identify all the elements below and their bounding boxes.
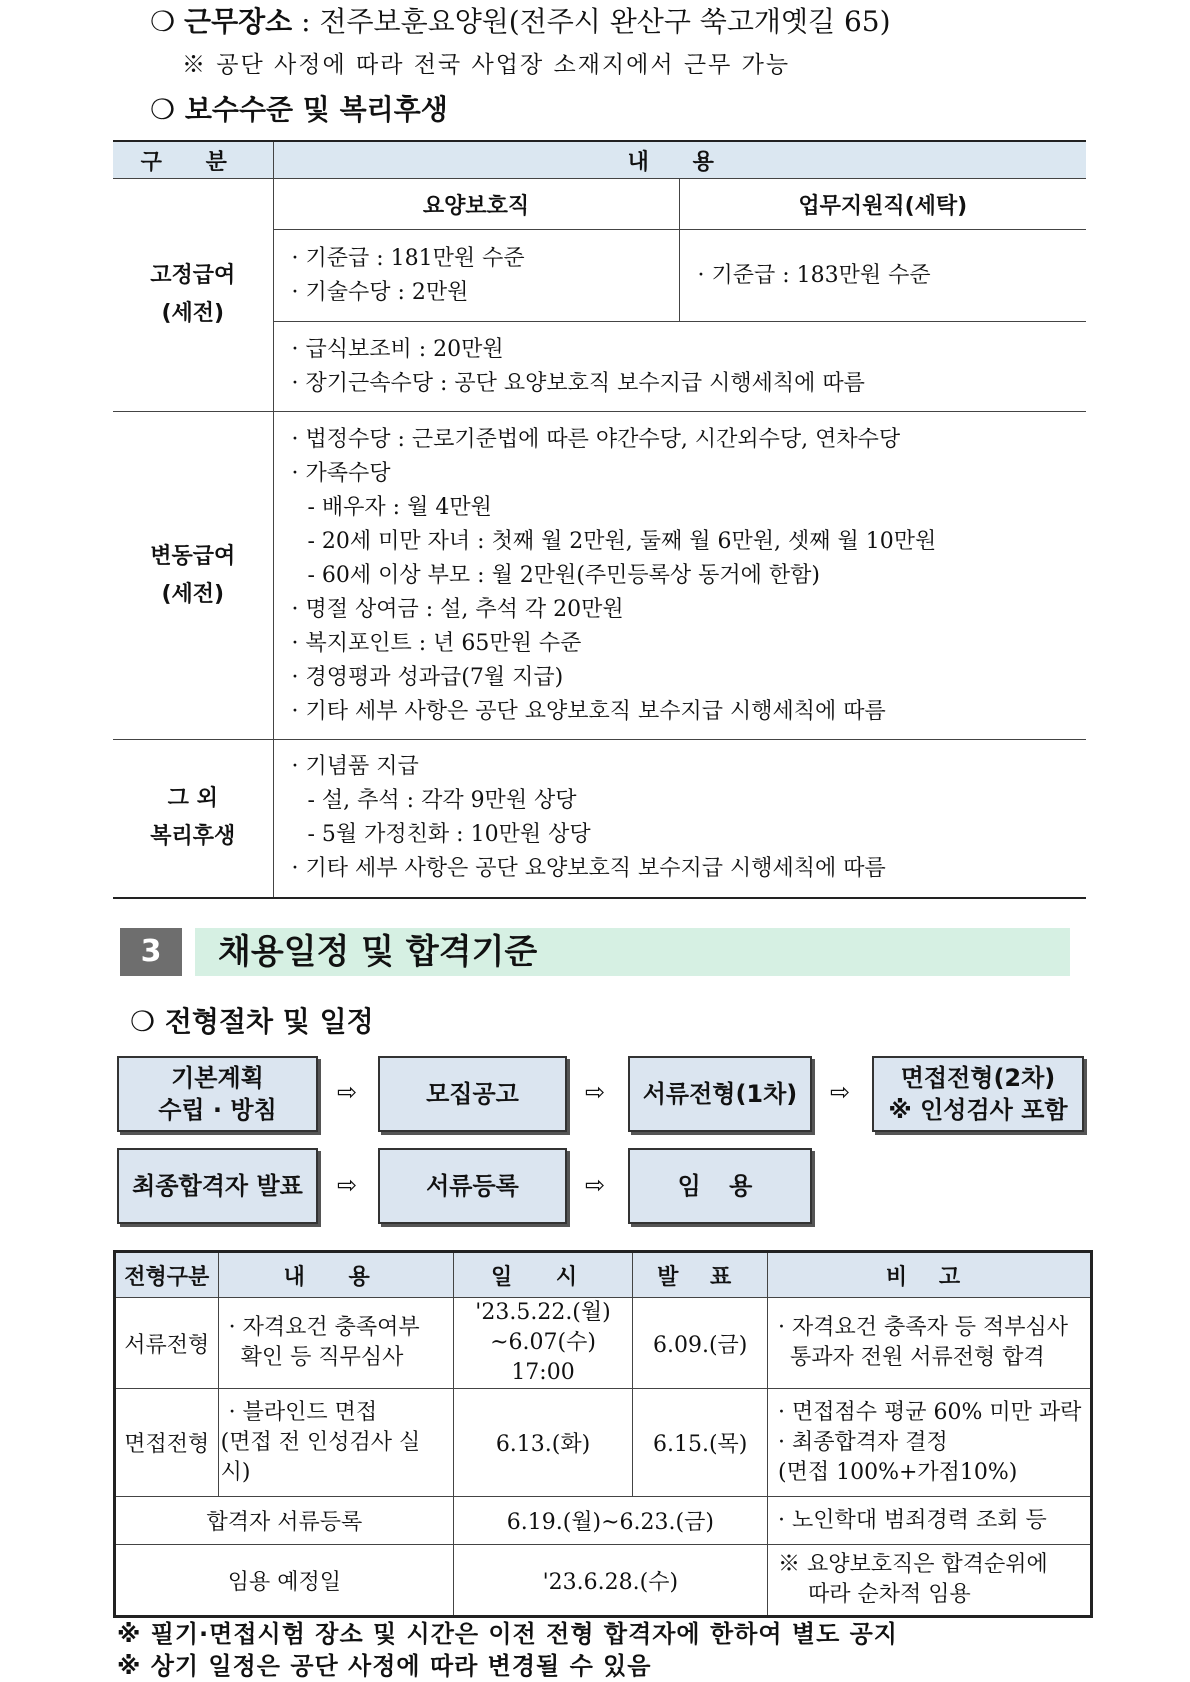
other-welfare-label [113,740,273,898]
workplace-value: 전주보훈요양원(전주시 완산구 쑥고개옛길 65) [319,5,891,38]
workplace-separator: : [292,5,320,38]
fixed-care-cell [273,230,679,322]
variable-item: - 배우자 : 월 4만원 [307,494,492,520]
schedule-note-line: · 최종합격자 결정 [778,1429,948,1455]
pay-section-heading [150,88,448,128]
schedule-note-line: 통과자 전원 서류전형 합격 [790,1345,1045,1370]
variable-item: · 가족수당 [291,460,391,486]
schedule-date: 6.19.(월)~6.23.(금) [453,1497,767,1545]
footnote: ※ 필기·면접시험 장소 및 시간은 이전 전형 합격자에 한하여 별도 공지 [117,1620,898,1648]
workplace-note: ※ 공단 사정에 따라 전국 사업장 소재지에서 근무 가능 [182,52,791,78]
flow-arrow-icon: ⇨ [337,1078,358,1106]
flow-arrow-icon: ⇨ [585,1078,606,1106]
pay-section-title: 보수수준 및 복리후생 [184,93,448,126]
flow-step-plan-line2: 수립 · 방침 [158,1096,277,1124]
flow-step-registration: 서류등록 [378,1148,567,1224]
variable-item: - 20세 미만 자녀 : 첫째 월 2만원, 둘째 월 6만원, 셋째 월 10만원 [307,528,937,554]
fixed-pay-label [113,179,273,412]
process-title: 전형절차 및 일정 [164,1005,374,1038]
fixed-support-item: · 기준급 : 183만원 수준 [697,262,931,288]
schedule-type: 합격자 서류등록 [115,1497,454,1545]
variable-pay-label-line1: 변동급여 [150,543,236,569]
variable-item: · 경영평과 성과급(7월 지급) [291,664,564,690]
flow-step-final: 최종합격자 발표 [117,1148,318,1224]
variable-pay-cell [273,412,1086,740]
other-welfare-cell [273,740,1086,898]
fixed-pay-label-line2: (세전) [161,301,225,326]
pay-header-category: 구 분 [113,141,273,179]
flow-step-interview-line1: 면접전형(2차) [900,1064,1056,1092]
variable-pay-label-line2: (세전) [161,581,225,607]
circle-bullet-icon: ❍ [150,5,176,38]
schedule-date [453,1298,633,1389]
other-item: · 기념품 지급 [291,754,419,780]
schedule-type: 임용 예정일 [115,1545,454,1617]
circle-bullet-icon: ❍ [130,1005,156,1038]
other-item: - 5월 가정친화 : 10만원 상당 [307,822,591,848]
flow-step-document: 서류전형(1차) [628,1056,812,1132]
other-item: - 설, 추석 : 각각 9만원 상당 [307,788,577,814]
schedule-note-line: 따라 순차적 임용 [808,1582,971,1607]
schedule-header: 일 시 [453,1252,633,1298]
flow-arrow-icon: ⇨ [337,1171,358,1199]
schedule-note-line: (면접 100%+가점10%) [778,1459,1018,1485]
schedule-header: 내 용 [218,1252,453,1298]
pay-header-content: 내 용 [273,141,1086,179]
schedule-date: 6.13.(화) [453,1389,633,1497]
workplace-label: 근무장소 [184,5,293,38]
schedule-content [218,1389,453,1497]
table-row [115,1298,1092,1389]
schedule-date-line: '23.5.22.(월) [475,1300,611,1325]
schedule-note-line: · 자격요건 충족자 등 적부심사 [778,1315,1068,1340]
schedule-table [113,1250,1093,1618]
variable-item: · 법정수당 : 근로기준법에 따른 야간수당, 시간외수당, 연차수당 [291,426,901,452]
process-heading [130,1000,374,1040]
fixed-care-item: · 기준급 : 181만원 수준 [291,245,525,271]
flow-step-appointment: 임 용 [628,1148,812,1224]
flow-arrow-icon: ⇨ [830,1078,851,1106]
variable-item: · 복지포인트 : 년 65만원 수준 [291,630,582,656]
other-welfare-label-line1: 그 외 [167,786,218,812]
schedule-note [768,1545,1092,1617]
schedule-content-line: 확인 등 직무심사 [240,1345,404,1370]
variable-item: · 기타 세부 사항은 공단 요양보호직 보수지급 시행세칙에 따름 [291,698,886,724]
workplace-line [150,0,891,40]
footnote: ※ 상기 일정은 공단 사정에 따라 변경될 수 있음 [117,1652,652,1680]
schedule-announce: 6.15.(목) [633,1389,768,1497]
schedule-date: '23.6.28.(수) [453,1545,767,1617]
variable-pay-label [113,412,273,740]
flow-step-interview [872,1056,1084,1132]
schedule-note [768,1389,1092,1497]
subheader-care: 요양보호직 [273,179,679,230]
fixed-care-item: · 기술수당 : 2만원 [291,279,469,305]
schedule-date-line: ~6.07(수) 17:00 [490,1330,596,1385]
variable-item: · 명절 상여금 : 설, 추석 각 20만원 [291,596,624,622]
schedule-note-line: · 면접점수 평균 60% 미만 과락 [778,1399,1082,1425]
fixed-support-cell [679,230,1086,322]
schedule-header: 비 고 [768,1252,1092,1298]
schedule-header: 발 표 [633,1252,768,1298]
fixed-common-item: · 급식보조비 : 20만원 [291,336,504,362]
subheader-support: 업무지원직(세탁) [679,179,1086,230]
section-title: 채용일정 및 합격기준 [218,932,538,972]
schedule-content-line: · 블라인드 면접 [228,1399,378,1425]
schedule-content [218,1298,453,1389]
schedule-note [768,1298,1092,1389]
fixed-common-item: · 장기근속수당 : 공단 요양보호직 보수지급 시행세칙에 따름 [291,370,865,396]
table-row [115,1389,1092,1497]
schedule-type: 서류전형 [115,1298,219,1389]
other-item: · 기타 세부 사항은 공단 요양보호직 보수지급 시행세칙에 따름 [291,856,886,882]
flow-step-plan-line1: 기본계획 [171,1064,264,1092]
table-row [115,1497,1092,1545]
schedule-note: · 노인학대 범죄경력 조회 등 [768,1497,1092,1545]
flow-arrow-icon: ⇨ [585,1171,606,1199]
variable-item: - 60세 이상 부모 : 월 2만원(주민등록상 동거에 한함) [307,562,820,588]
schedule-type: 면접전형 [115,1389,219,1497]
schedule-announce: 6.09.(금) [633,1298,768,1389]
other-welfare-label-line2: 복리후생 [150,824,236,850]
fixed-common-cell [273,322,1086,412]
schedule-content-line: (면접 전 인성검사 실시) [220,1429,421,1485]
flow-step-notice: 모집공고 [378,1056,567,1132]
circle-bullet-icon: ❍ [150,93,176,126]
schedule-header: 전형구분 [115,1252,219,1298]
table-row [115,1545,1092,1617]
flow-step-plan [117,1056,318,1132]
section-number-badge: 3 [120,928,182,976]
flow-step-interview-line2: ※ 인성검사 포함 [888,1096,1068,1124]
pay-table [113,140,1086,899]
schedule-content-line: · 자격요건 충족여부 [228,1315,420,1340]
schedule-note-line: ※ 요양보호직은 합격순위에 [778,1552,1048,1577]
fixed-pay-label-line1: 고정급여 [150,263,236,288]
